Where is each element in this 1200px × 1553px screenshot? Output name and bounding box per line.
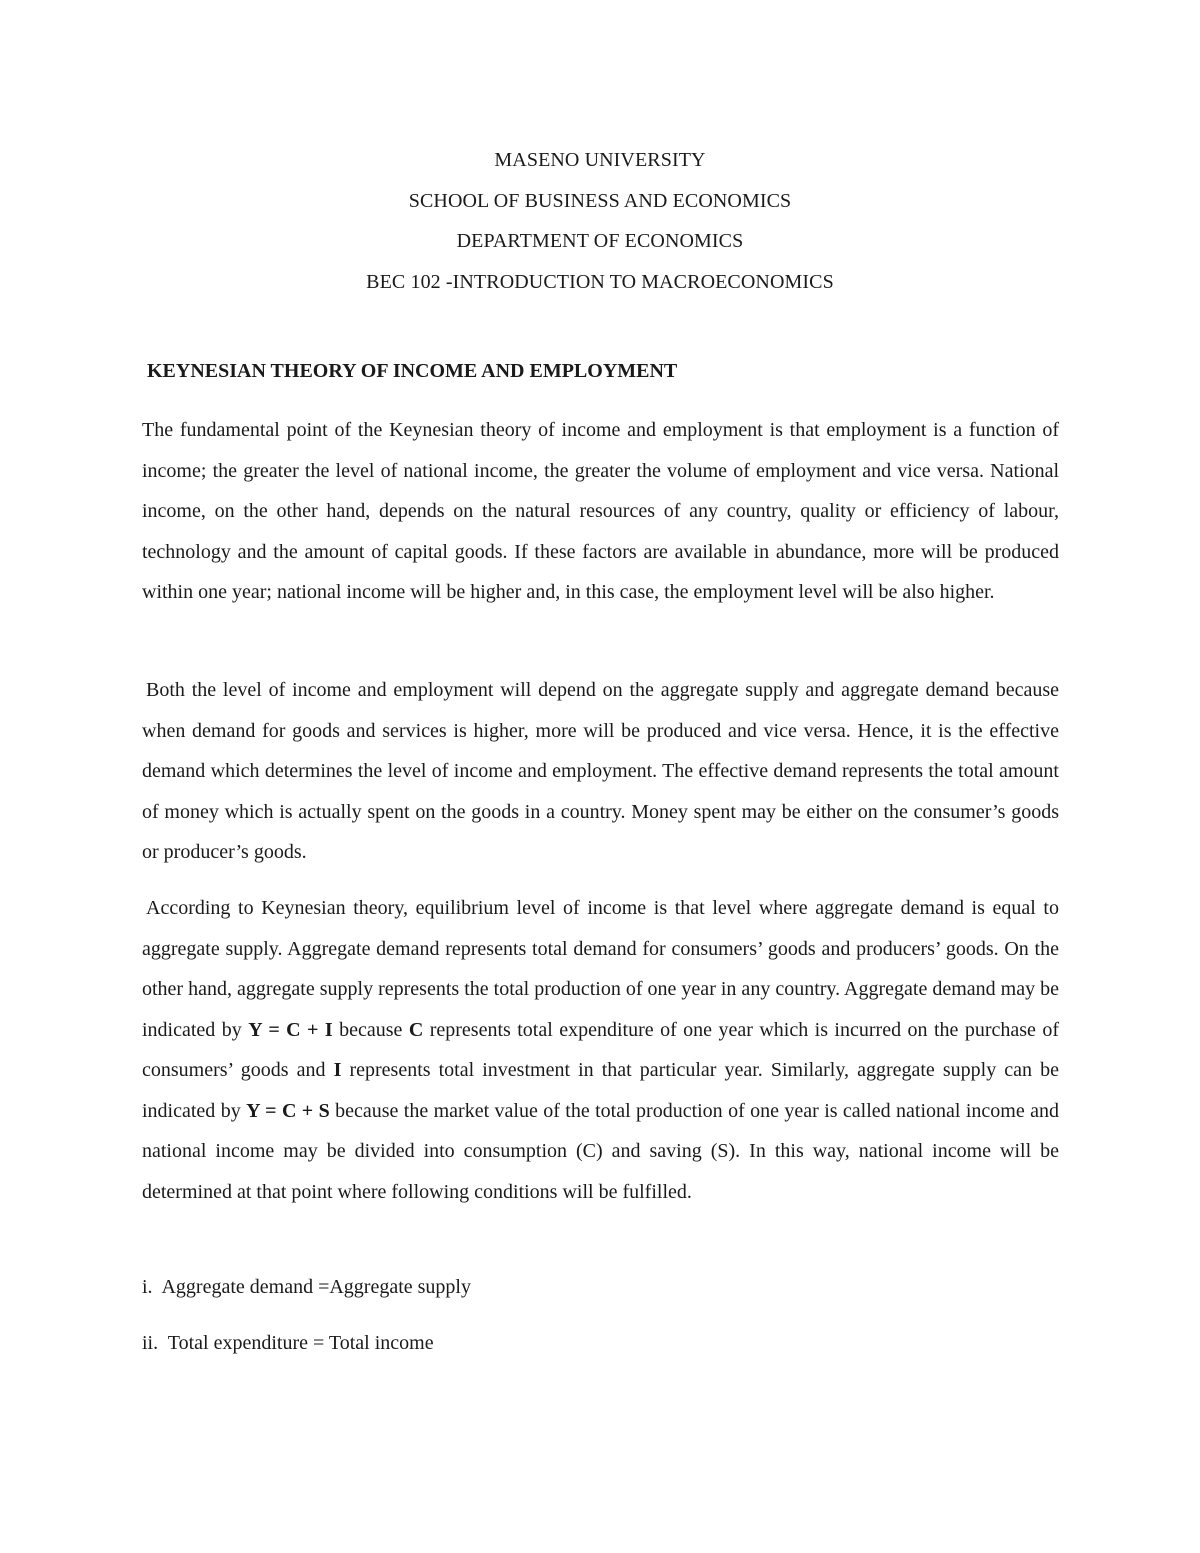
- university-name: MASENO UNIVERSITY: [494, 149, 706, 171]
- paragraph-3-part-2: because: [332, 1018, 409, 1041]
- course-title: BEC 102 -INTRODUCTION TO MACROECONOMICS: [366, 270, 834, 293]
- paragraph-2: [142, 670, 1059, 873]
- department-name: DEPARTMENT OF ECONOMICS: [456, 230, 744, 252]
- paragraph-3-part-1: According to Keynesian theory, equilibrium level of income is that level where aggregate demand is equal to aggregate supply. Aggregate demand represents total demand for consumers’ goods and producers’ goods. On the other hand, aggregate supply represents the total production of one year in any country. Aggregate demand may be indicated by: [142, 897, 1059, 1041]
- investment-symbol: I: [333, 1059, 342, 1081]
- condition-number: ii.: [142, 1332, 159, 1354]
- aggregate-demand-equation: Y = C + I: [248, 1018, 333, 1041]
- school-name: SCHOOL OF BUSINESS AND ECONOMICS: [408, 189, 792, 212]
- condition-item: [142, 1332, 434, 1355]
- paragraph-2-text: Both the level of income and employment will depend on the aggregate supply and aggregate demand because when demand for goods and services is higher, more will be produced and vice versa. Hence, it is the effective demand which determines the level of income and employment. The effective demand represents the total amount of money which is actually spent on the goods in a country. Money spent may be either on the consumer’s goods or producer’s goods.: [142, 679, 1059, 863]
- consumption-symbol: C: [408, 1018, 424, 1041]
- condition-text: Total expenditure = Total income: [167, 1332, 434, 1354]
- paragraph-3-part-3: represents total expenditure of one year which is incurred on the purchase of consumers’ goods and: [142, 1018, 1059, 1081]
- section-title: KEYNESIAN THEORY OF INCOME AND EMPLOYMENT: [147, 360, 678, 382]
- paragraph-1-text: The fundamental point of the Keynesian theory of income and employment is that employment is a function of income; the greater the level of national income, the greater the volume of employment and vice versa. National income, on the other hand, depends on the natural resources of any country, quality or efficiency of labour, technology and the amount of capital goods. If these factors are available in abundance, more will be produced within one year; national income will be higher and, in this case, the employment level will be also higher.: [142, 419, 1059, 603]
- paragraph-1: [142, 410, 1059, 613]
- paragraph-3: [142, 888, 1059, 1212]
- aggregate-supply-equation: Y = C + S: [246, 1099, 330, 1122]
- condition-item: [142, 1276, 471, 1299]
- paragraph-3-part-4: represents total investment in that particular year. Similarly, aggregate supply can be indicated by: [142, 1059, 1060, 1122]
- paragraph-3-part-5: because the market value of the total production of one year is called national income and national income may be divided into consumption (C) and saving (S). In this way, national income will be determined at that point where following conditions will be fulfilled.: [142, 1099, 1060, 1203]
- condition-text: Aggregate demand =Aggregate supply: [161, 1276, 471, 1298]
- condition-number: i.: [142, 1276, 153, 1298]
- document-header: [0, 140, 1200, 302]
- paragraph-3-text: [142, 888, 1059, 1212]
